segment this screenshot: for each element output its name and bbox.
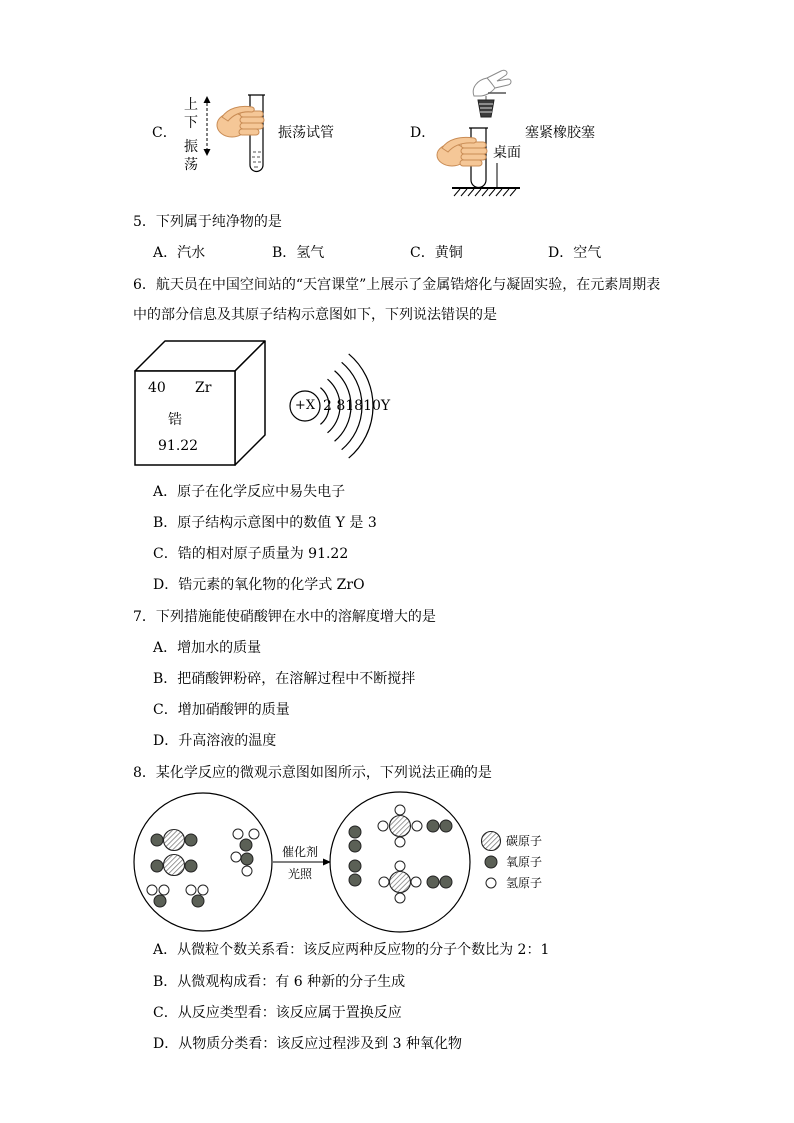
table-surface — [452, 188, 520, 196]
water-molecule — [186, 885, 208, 907]
oxygen-atom — [192, 895, 204, 907]
legend-oxygen-label: 氧原子 — [506, 855, 543, 869]
hydrogen-atom — [395, 893, 405, 903]
motion-label-lower: 振荡 — [184, 139, 198, 173]
question-5-stem: 5．下列属于纯净物的是 — [133, 214, 282, 230]
oxygen-atom — [349, 826, 361, 838]
hand-illustration — [437, 137, 487, 166]
hydrogen-atom — [379, 877, 389, 887]
hand-outline-illustration — [473, 70, 511, 100]
question-6-option-d: D．锆元素的氧化物的化学式 ZrO — [153, 577, 365, 593]
water-molecule — [231, 852, 253, 876]
atomic-mass: 91.22 — [158, 438, 199, 454]
hydrogen-atom — [159, 885, 169, 895]
legend-hydrogen-marker — [486, 878, 496, 888]
atomic-number: 40 — [148, 380, 166, 396]
electron-layers: 2 81810Y — [323, 398, 391, 414]
oxygen-atom — [440, 876, 452, 888]
hydrogen-atom — [249, 829, 259, 839]
question-6-stem-line-1: 6．航天员在中国空间站的“天宫课堂”上展示了金属锆熔化与凝固实验，在元素周期表 — [133, 277, 661, 293]
question-7-option-b: B．把硝酸钾粉碎，在溶解过程中不断搅拌 — [153, 671, 416, 687]
hydrogen-atom — [395, 837, 405, 847]
hydrogen-atom — [411, 877, 421, 887]
question-8-option-a: A．从微粒个数关系看：该反应两种反应物的分子个数比为 2：1 — [153, 942, 550, 958]
carbon-atom — [390, 816, 411, 837]
option-c-label: C． — [152, 125, 177, 141]
carbon-dioxide-molecule — [151, 855, 197, 876]
question-5-option-c: C．黄铜 — [410, 245, 463, 261]
hydrogen-atom — [378, 821, 388, 831]
oxygen-atom — [241, 853, 253, 865]
motion-label-upper: 上下 — [184, 97, 198, 131]
insert-stopper-figure — [430, 65, 525, 200]
oxygen-atom — [349, 840, 361, 852]
oxygen-atom — [240, 839, 252, 851]
option-d-caption: 塞紧橡胶塞 — [525, 125, 595, 141]
question-7-option-d: D．升高溶液的温度 — [153, 733, 277, 749]
carbon-dioxide-molecule — [151, 830, 197, 851]
oxygen-atom — [427, 876, 439, 888]
question-6-option-c: C．锆的相对原子质量为 91.22 — [153, 546, 349, 562]
hydrogen-atom — [147, 885, 157, 895]
methane-molecule — [379, 861, 421, 903]
question-5-option-b: B．氢气 — [272, 245, 325, 261]
legend-carbon-marker — [482, 832, 501, 851]
reaction-micro-diagram — [130, 788, 550, 938]
water-molecule — [147, 885, 169, 907]
oxygen-molecule — [349, 860, 361, 886]
oxygen-atom — [185, 834, 197, 846]
legend-carbon-label: 碳原子 — [506, 834, 543, 848]
nucleus-charge: +X — [294, 398, 316, 413]
hydrogen-atom — [395, 805, 405, 815]
oxygen-molecule — [349, 826, 361, 852]
methane-molecule — [378, 805, 422, 847]
option-c-caption: 振荡试管 — [278, 125, 334, 141]
reaction-condition-catalyst: 催化剂 — [281, 845, 318, 859]
hydrogen-atom — [395, 861, 405, 871]
question-8-option-d: D．从物质分类看：该反应过程涉及到 3 种氧化物 — [153, 1036, 463, 1052]
hand-illustration — [217, 106, 264, 137]
water-molecule — [233, 829, 259, 851]
hydrogen-atom — [242, 866, 252, 876]
oxygen-atom — [349, 874, 361, 886]
liquid — [252, 152, 261, 167]
oxygen-molecule — [427, 820, 452, 832]
legend-oxygen-marker — [485, 856, 497, 868]
hydrogen-atom — [231, 852, 241, 862]
oxygen-atom — [440, 820, 452, 832]
shake-test-tube-figure — [210, 90, 280, 185]
oxygen-atom — [185, 860, 197, 872]
hydrogen-atom — [186, 885, 196, 895]
oxygen-molecule — [427, 876, 452, 888]
hydrogen-atom — [412, 821, 422, 831]
question-7-option-a: A．增加水的质量 — [153, 640, 262, 656]
question-6-stem-line-2: 中的部分信息及其原子结构示意图如下，下列说法错误的是 — [133, 307, 497, 323]
question-7-option-c: C．增加硝酸钾的质量 — [153, 702, 290, 718]
option-d-label: D． — [410, 125, 436, 141]
question-7-stem: 7．下列措施能使硝酸钾在水中的溶解度增大的是 — [133, 609, 436, 625]
question-8-option-c: C．从反应类型看：该反应属于置换反应 — [153, 1005, 402, 1021]
question-5-option-a: A．汽水 — [153, 245, 206, 261]
oxygen-atom — [154, 895, 166, 907]
element-card — [130, 335, 270, 470]
oxygen-atom — [151, 860, 163, 872]
oxygen-atom — [349, 860, 361, 872]
question-8-option-b: B．从微观构成看：有 6 种新的分子生成 — [153, 974, 406, 990]
oxygen-atom — [151, 834, 163, 846]
oxygen-atom — [427, 820, 439, 832]
element-name: 锆 — [168, 412, 182, 428]
legend-hydrogen-label: 氢原子 — [506, 876, 543, 890]
question-6-option-b: B．原子结构示意图中的数值 Y 是 3 — [153, 515, 377, 531]
question-5-option-d: D．空气 — [548, 245, 602, 261]
carbon-atom — [390, 872, 411, 893]
question-6-option-a: A．原子在化学反应中易失电子 — [153, 484, 346, 500]
carbon-atom — [164, 830, 185, 851]
question-8-stem: 8．某化学反应的微观示意图如图所示，下列说法正确的是 — [133, 765, 492, 781]
hydrogen-atom — [233, 829, 243, 839]
element-symbol: Zr — [195, 380, 212, 396]
hydrogen-atom — [198, 885, 208, 895]
reaction-condition-light: 光照 — [287, 867, 312, 881]
carbon-atom — [164, 855, 185, 876]
rubber-stopper — [478, 100, 494, 117]
table-label: 桌面 — [493, 145, 521, 161]
